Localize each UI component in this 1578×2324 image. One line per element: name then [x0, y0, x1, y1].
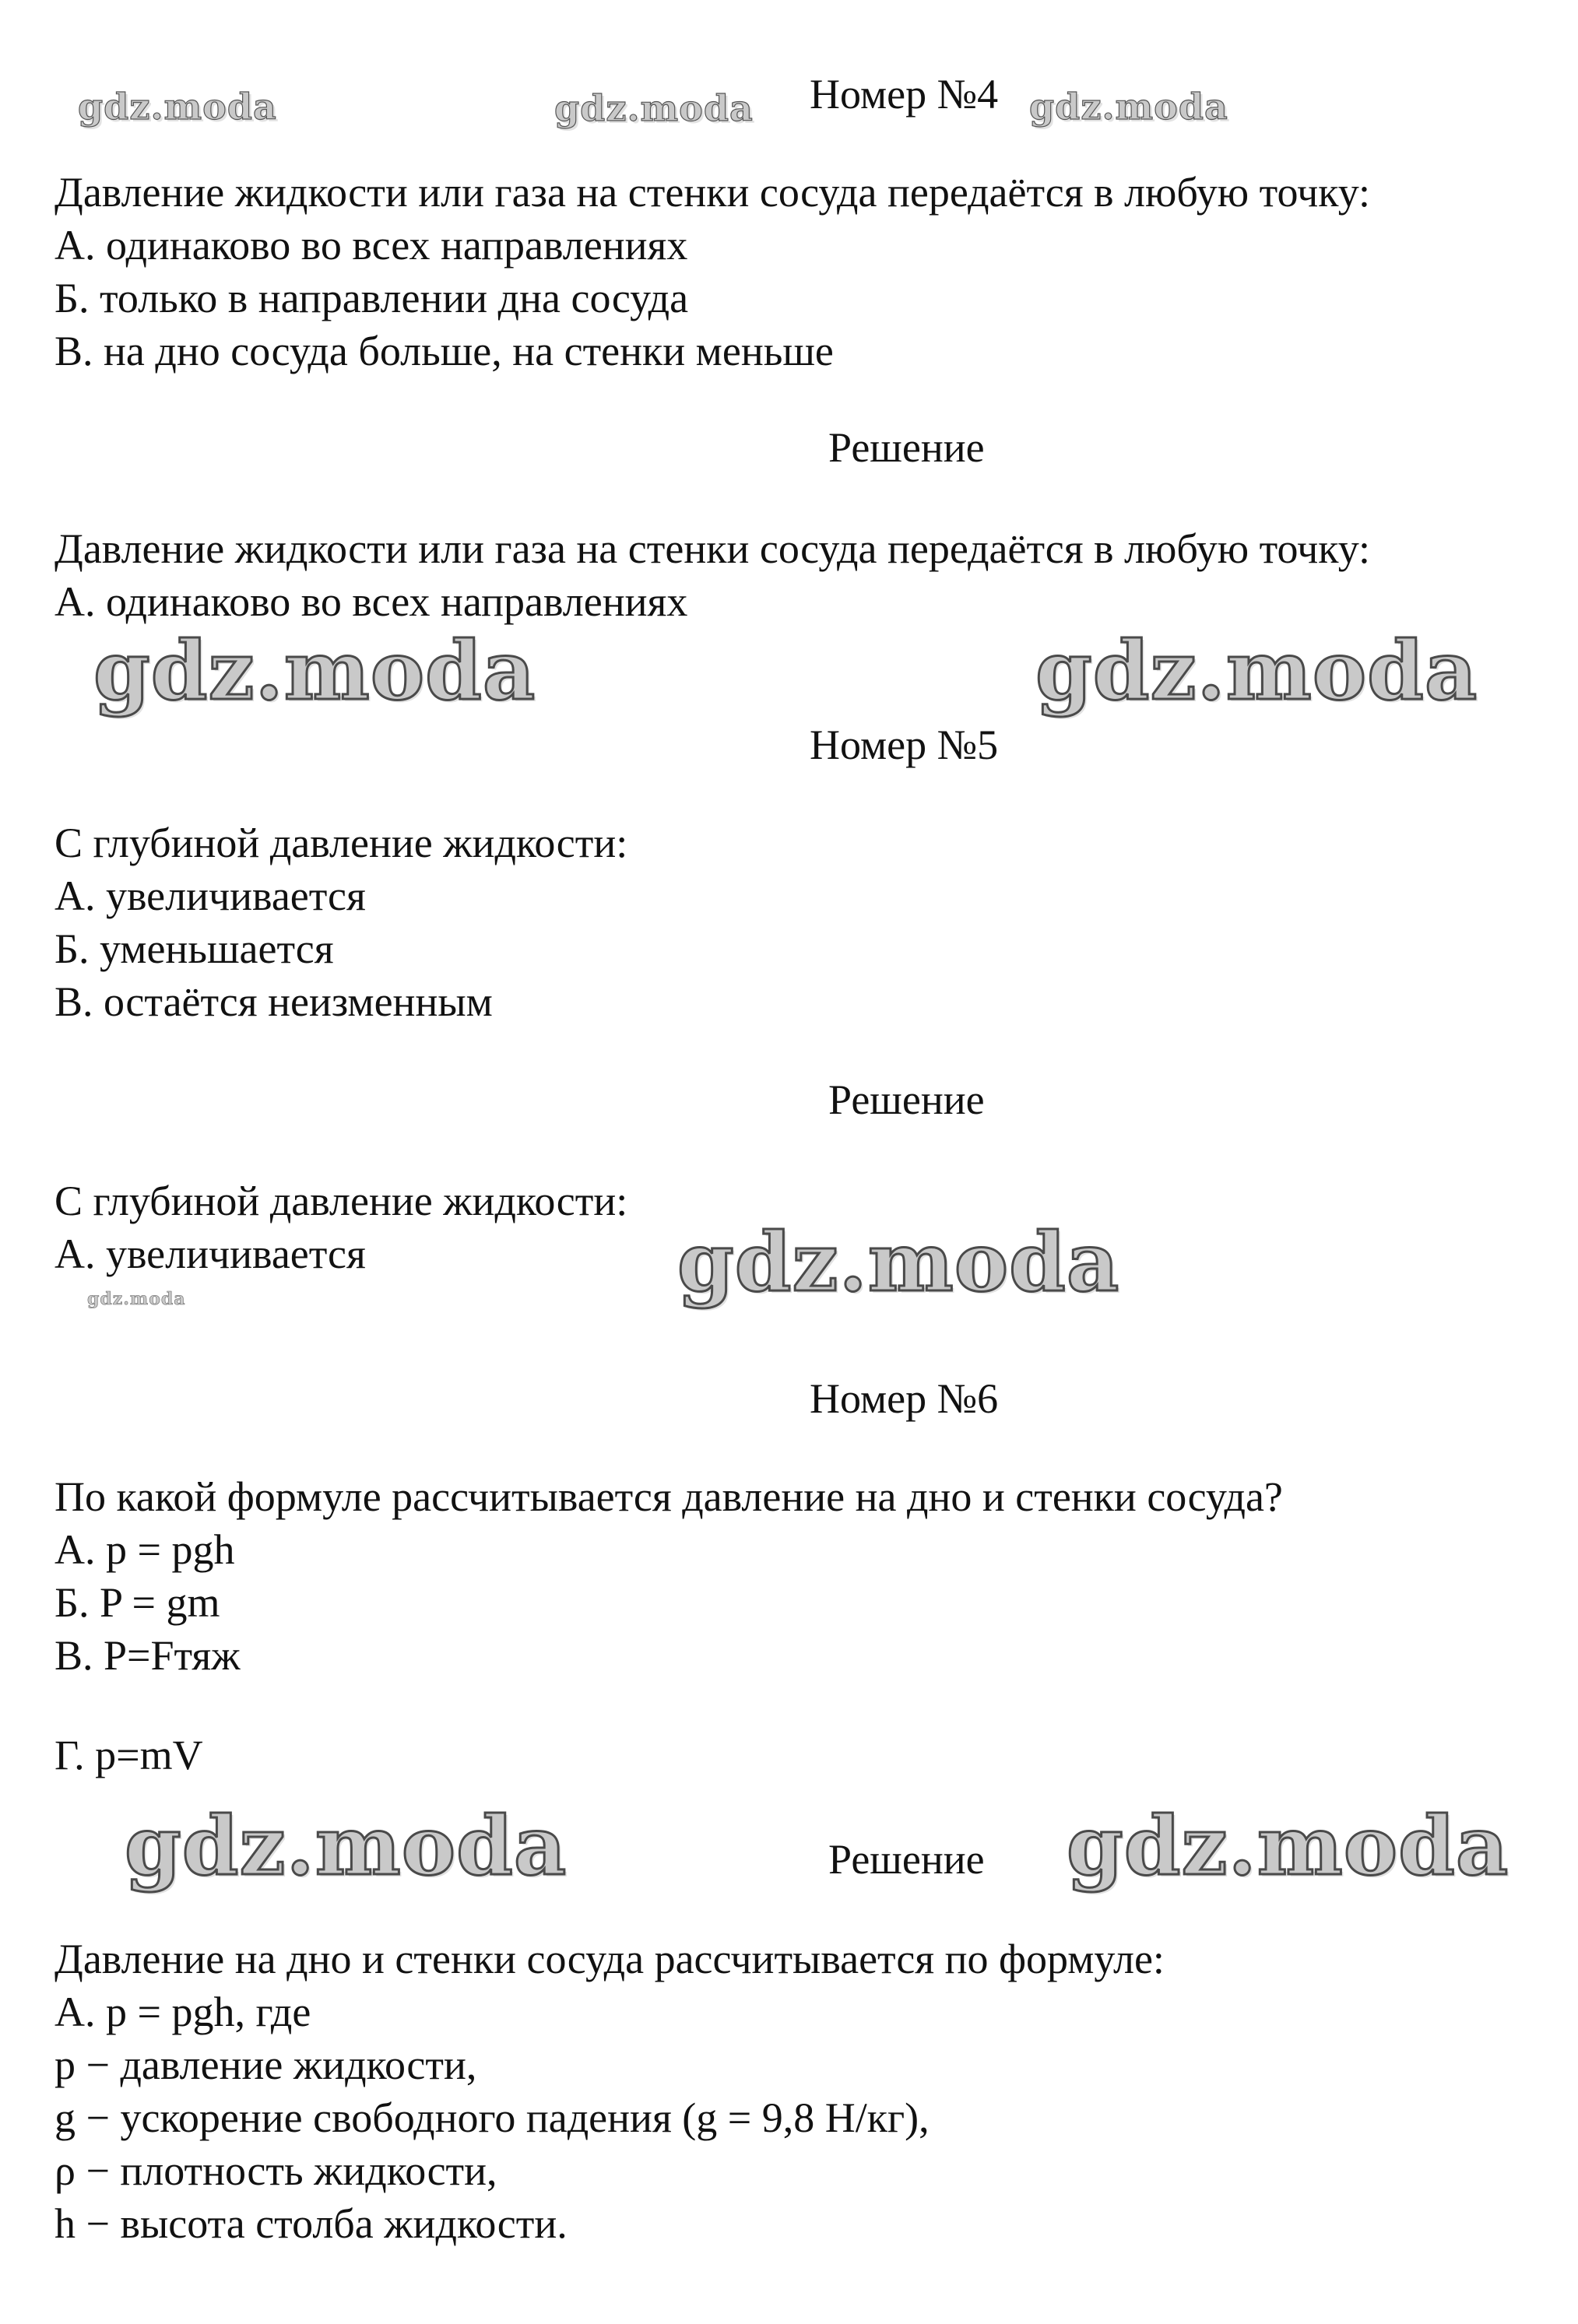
- problem-4-solution-heading: Решение: [828, 424, 985, 471]
- problem-6-definition: p − давление жидкости,: [54, 2041, 477, 2088]
- watermark: gdz.moda: [1067, 1798, 1509, 1894]
- problem-6-answer-text: Давление на дно и стенки сосуда рассчитывается по формуле:: [54, 1936, 1165, 1982]
- problem-4-option-c: В. на дно сосуда больше, на стенки меньше: [54, 328, 834, 374]
- problem-6-answer: А. p = pgh, где: [54, 1989, 311, 2035]
- problem-4-question: Давление жидкости или газа на стенки сосуда передаётся в любую точку:: [54, 169, 1371, 216]
- watermark: gdz.moda: [125, 1798, 568, 1894]
- problem-5-option-b: Б. уменьшается: [54, 925, 334, 972]
- watermark: gdz.moda: [93, 623, 536, 718]
- problem-6-option-d: Г. p=mV: [54, 1732, 203, 1778]
- problem-5-heading: Номер №5: [810, 721, 999, 768]
- watermark: gdz.moda: [78, 86, 277, 128]
- problem-6-option-c: В. P=Fтяж: [54, 1632, 241, 1679]
- problem-4-option-a: А. одинаково во всех направлениях: [54, 222, 688, 269]
- problem-6-definition: h − высота столба жидкости.: [54, 2200, 568, 2247]
- watermark: gdz.moda: [1035, 623, 1478, 718]
- problem-6-option-a: А. p = pgh: [54, 1526, 235, 1573]
- watermark: gdz.moda: [87, 1289, 186, 1309]
- watermark: gdz.moda: [1029, 86, 1228, 128]
- problem-4-heading: Номер №4: [810, 71, 999, 118]
- problem-5-question: С глубиной давление жидкости:: [54, 820, 628, 866]
- problem-4-answer-text: Давление жидкости или газа на стенки сосуда передаётся в любую точку:: [54, 525, 1371, 572]
- problem-6-definition: g − ускорение свободного падения (g = 9,8 Н/кг),: [54, 2094, 930, 2141]
- problem-5-option-a: А. увеличивается: [54, 872, 366, 919]
- watermark: gdz.moda: [677, 1214, 1120, 1310]
- problem-4-answer: А. одинаково во всех направлениях: [54, 578, 688, 625]
- watermark: gdz.moda: [554, 87, 754, 129]
- problem-5-answer-text: С глубиной давление жидкости:: [54, 1178, 628, 1224]
- problem-6-question: По какой формуле рассчитывается давление на дно и стенки сосуда?: [54, 1473, 1283, 1520]
- problem-6-definition: ρ − плотность жидкости,: [54, 2147, 497, 2194]
- problem-6-heading: Номер №6: [810, 1375, 999, 1422]
- problem-4-option-b: Б. только в направлении дна сосуда: [54, 275, 689, 321]
- problem-5-answer: А. увеличивается: [54, 1230, 366, 1277]
- problem-5-option-c: В. остаётся неизменным: [54, 978, 493, 1025]
- problem-6-option-b: Б. P = gm: [54, 1579, 220, 1626]
- problem-5-solution-heading: Решение: [828, 1076, 985, 1123]
- problem-6-solution-heading: Решение: [828, 1836, 985, 1883]
